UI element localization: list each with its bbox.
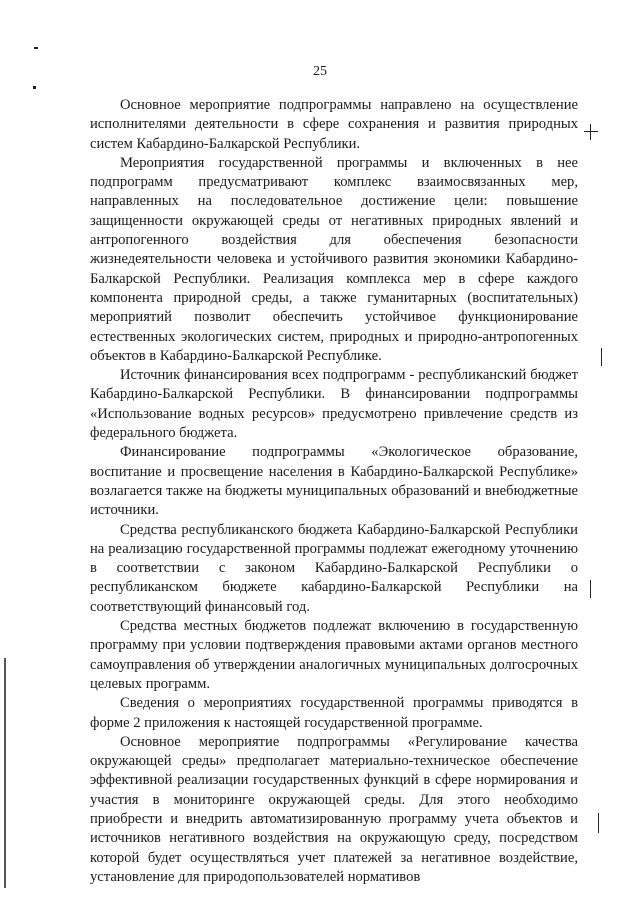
- scan-mark: [590, 124, 591, 140]
- paragraph: Основное мероприятие подпрограммы «Регулирование качества окружающей среды» предполагает материально-техническое обеспечение эффективной реализации государственных функций в сфере нормирования и участия в мониторинге окружающей среды. Для этого необходимо приобрести и внедрить автоматизированную программу учета объектов и источников негативного воздействия на окружающую среду, посредством которой будет осуществляться учет платежей за негативное воздействие, установление для природопользователей нормативов: [90, 733, 578, 885]
- paragraph: Средства местных бюджетов подлежат включению в государственную программу при условии подтверждения правовыми актами органов местного самоуправления об утверждении аналогичных муниципальных долгосрочных целевых программ.: [90, 618, 578, 692]
- paragraph: Основное мероприятие подпрограммы направлено на осуществление исполнителями деятельности в сфере сохранения и развития природных систем Кабардино-Балкарской Республики.: [90, 97, 578, 152]
- scan-mark: [584, 131, 598, 132]
- paragraph: Мероприятия государственной программы и включенных в нее подпрограмм предусматривают комплекс взаимосвязанных мер, направленных на последовательное достижение цели: повышение защищенности окружающей среды от негативных природных явлений и антропогенного воздействия для обеспечения безопасности жизнедеятельности человека и устойчивого развития экономики Кабардино-Балкарской Республики. Реализация комплекса мер в сфере каждого компонента природной среды, а также гуманитарных (воспитательных) мероприятий позволит обеспечить устойчивое функционирование естественных экологических систем, природных и природно-антропогенных объектов в Кабардино-Балкарской Республике.: [90, 154, 578, 364]
- scan-edge-mark: [4, 658, 6, 888]
- scan-mark: [34, 47, 38, 49]
- page-number: 25: [313, 64, 327, 79]
- paragraph: Источник финансирования всех подпрограмм - республиканский бюджет Кабардино-Балкарской Республики. В финансировании подпрограммы «Использование водных ресурсов» предусмотрено привлечение средств из федерального бюджета.: [90, 367, 578, 442]
- scan-mark: [590, 580, 591, 598]
- scan-mark: [33, 86, 36, 89]
- document-body: [90, 96, 578, 887]
- scan-mark: [598, 813, 599, 833]
- paragraph: Сведения о мероприятиях государственной программы приводятся в форме 2 приложения к настоящей государственной программе.: [90, 695, 578, 731]
- scan-mark: [601, 348, 602, 366]
- paragraph: Средства республиканского бюджета Кабардино-Балкарской Республики на реализацию государственной программы подлежат ежегодному уточнению в соответствии с законом Кабардино-Балкарской Республики о республиканском бюджете кабардино-Балкарской Республики на соответствующий финансовый год.: [90, 521, 578, 615]
- paragraph: Финансирование подпрограммы «Экологическое образование, воспитание и просвещение населения в Кабардино-Балкарской Республике» возлагается также на бюджеты муниципальных образований и внебюджетные источники.: [90, 444, 578, 519]
